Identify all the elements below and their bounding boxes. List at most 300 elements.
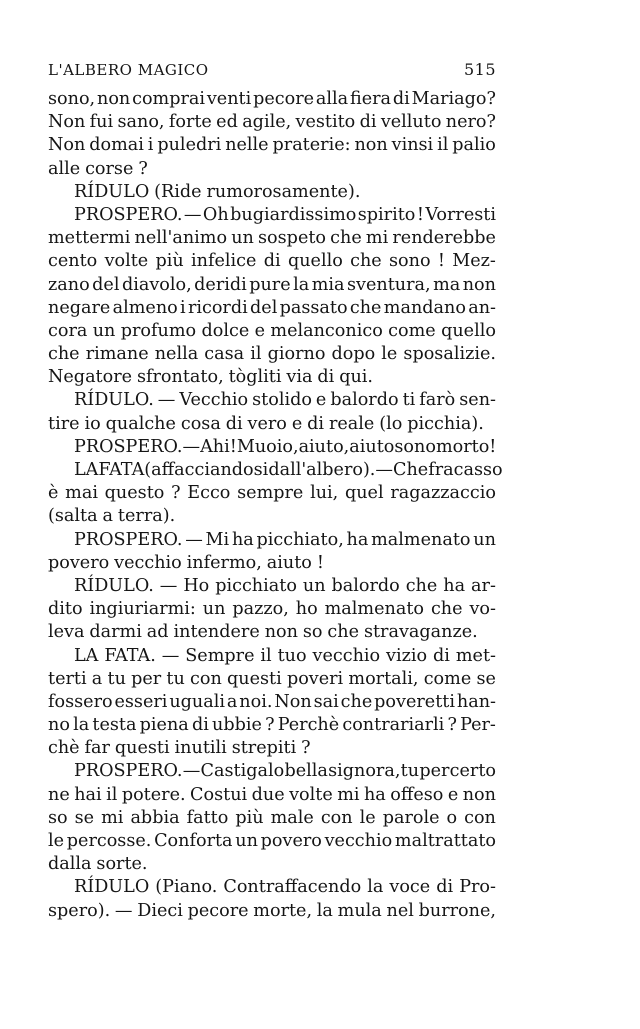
text-line [48,691,496,714]
word: tu [166,668,185,689]
word: come [423,668,472,689]
word: zano [48,274,90,295]
word: quello [287,251,343,272]
word: nell'animo [134,228,228,249]
word: Pro- [459,877,496,898]
word: terra). [117,506,176,527]
word: e [447,784,459,805]
word: ? [301,738,311,759]
word: le [359,807,376,828]
word: RÍDULO. [74,575,154,596]
word: corse [85,158,134,179]
word: RÍDULO [74,181,150,202]
word: pecore [187,900,249,921]
word: Ecco [187,483,231,504]
word: fossero [48,691,113,712]
word: Vorresti [425,204,496,225]
word: Conforta [154,831,233,851]
word: qui. [339,367,374,388]
word: per [131,668,162,689]
word: maltrattato [394,831,496,851]
word: infermo, [186,552,262,573]
word: melanconico [270,320,383,341]
text-line [48,459,503,482]
word: uguali [169,691,225,712]
word: RÍDULO [74,877,150,898]
word: ? [447,715,457,736]
word: PROSPERO. [74,529,183,550]
word: con [320,807,353,828]
word: intendere [173,622,260,643]
word: ubbie [212,715,262,736]
word: tu [400,761,420,782]
text-line [48,366,496,389]
word: cora [48,320,88,341]
text-line [48,900,496,923]
word: a [226,691,238,712]
word: non [264,622,298,643]
word: inutili [174,738,227,759]
word: parole [382,807,440,828]
word: Mez- [452,251,496,272]
page-header [48,60,496,79]
word: del [250,297,278,318]
word: io [84,413,101,434]
word: sono [394,436,436,457]
word: dalla [48,854,92,875]
word: fiera [349,89,392,109]
word: qualche [105,413,176,434]
word: Non [48,112,86,133]
word: rumorosamente). [206,181,361,202]
word: (lo [379,413,403,434]
word: le [381,344,398,365]
word: esseri [114,691,168,712]
word: Per- [460,715,496,736]
word: domai [89,135,144,156]
word: Negatore [48,367,133,388]
word: come [388,320,436,341]
word: sai [313,691,339,712]
word: offeso [390,784,444,805]
text-line [48,529,496,552]
word: la [367,877,384,898]
word: ? [171,483,181,504]
word: LA [74,460,99,480]
word: mandano [383,297,466,318]
text-line [48,575,496,598]
word: Mi [205,529,230,550]
word: di [433,645,450,666]
word: pazzo, [232,599,289,620]
word: dolce [201,320,250,341]
word: quel [344,483,384,504]
word: Vecchio [179,390,249,411]
word: cosa [180,413,221,434]
word: — [182,761,201,782]
word: questi [114,738,170,759]
word: non [462,274,496,295]
text-line [48,737,496,760]
word: vestito [295,112,356,133]
word: non [462,784,496,805]
page-number: 515 [463,60,496,79]
word: ne [48,784,70,805]
word: ragazzaccio [390,483,496,504]
word: rimane [85,344,149,365]
word: quello [441,320,496,341]
word: aiuto [266,552,312,573]
word: nella [154,344,199,365]
text-line [48,227,496,250]
word: due [251,784,285,805]
word: povero [260,831,322,851]
word: vecchio [324,831,393,851]
word: pecore [253,89,315,109]
word: —Che [375,460,429,480]
word: lui, [310,483,339,504]
word: morto! [435,436,497,457]
word: mi [101,807,124,828]
word: sempre [237,483,304,504]
text-line [48,158,496,181]
word: Non [274,691,312,712]
word: Dieci [137,900,183,921]
word: terti [48,668,87,689]
word: ha [346,529,369,550]
word: mai [65,483,98,504]
word: ha [231,529,254,550]
word: di [317,367,335,388]
word: puledri [157,135,222,156]
word: palio [452,135,496,156]
word: bugiardissimo [230,204,357,225]
word: sventura, [346,274,431,295]
word: Costui [190,784,248,805]
word: mia [311,274,345,295]
word: picchia). [407,413,484,434]
word: stravaganze. [363,622,478,643]
word: spirito [357,204,416,225]
word: ricordi [187,297,248,318]
word: strepiti [231,738,297,759]
word: più [235,807,264,828]
text-line [48,482,496,505]
word: sospeto [258,228,327,249]
word: picchiato [215,575,297,596]
running-title: L'ALBERO MAGICO [48,61,209,79]
word: PROSPERO. [74,761,183,782]
word: Castigalo [200,761,285,782]
word: ar- [471,575,496,596]
word: mettermi [48,228,131,249]
word: farò [419,390,456,411]
word: ? [138,158,148,179]
word: picchiato, [256,529,344,550]
word: ! [437,251,445,272]
word: mortali, [348,668,419,689]
word: FATA [98,460,145,480]
word: no [48,715,70,736]
word: ingiuriarmi: [89,599,196,620]
word: — [159,575,178,596]
word: ? [265,715,275,736]
word: poveretti [374,691,455,712]
word: vecchio [114,552,182,573]
word: han- [456,691,496,712]
word: diavolo, [121,274,192,295]
text-line [48,853,496,876]
word: un [202,599,226,620]
word: Mariago? [411,89,496,109]
word: il [260,645,272,666]
word: (Piano. [155,877,218,898]
word: fui [89,112,114,133]
word: questo [104,483,165,504]
word: aiuto, [298,436,350,457]
word: PROSPERO. [74,204,183,225]
text-line [48,134,496,157]
word: Sempre [185,645,255,666]
text-line [48,830,496,853]
word: — [185,529,203,550]
word: e [315,390,327,411]
word: percosse. [66,831,152,851]
word: se [476,668,496,689]
word: testa [92,715,137,736]
word: deridi [194,274,247,295]
word: cento [48,251,98,272]
word: sorte. [96,854,148,875]
word: certo [449,761,496,782]
word: dall'albero). [268,460,376,480]
word: con [464,807,496,828]
word: mi [337,784,360,805]
word: venti [206,89,252,109]
word: di [307,413,325,434]
word: abbia [130,807,180,828]
word: di [359,112,377,133]
word: sano, [117,112,165,133]
word: reale [328,413,375,434]
word: stolido [252,390,312,411]
word: chè [48,738,80,759]
word: tògliti [228,367,282,388]
word: LA [74,645,99,666]
word: giorno [267,344,326,365]
text-line [48,784,496,807]
word: malmenato [324,599,425,620]
word: profumo [120,320,197,341]
word: Oh [202,204,229,225]
word: la [293,274,310,295]
text-line [48,88,496,111]
word: (salta [48,506,98,527]
word: — [183,204,202,225]
word: agile, [242,112,292,133]
word: a [91,668,103,689]
word: ! [316,552,324,573]
word: nel [386,900,414,921]
word: via [286,367,313,388]
word: a [102,506,113,527]
word: volte [289,784,333,805]
word: di [436,877,454,898]
word: per [419,761,450,782]
word: la [73,715,90,736]
text-line [48,274,496,297]
word: velluto [380,112,442,133]
text-line [48,250,496,273]
word: i [147,135,154,156]
word: che [327,622,360,643]
word: RÍDULO. [74,390,154,411]
word: ho [295,599,318,620]
word: se [74,807,95,828]
word: e [254,320,266,341]
text-line [48,645,496,668]
word: balordo [330,390,399,411]
word: aiuto [349,436,395,457]
word: il [437,135,449,156]
word: che [330,228,362,249]
word: spero). [48,900,111,921]
word: e [291,413,303,434]
word: tu [107,668,126,689]
word: signora, [328,761,401,782]
word: FATA. [104,645,156,666]
text-line [48,320,496,343]
word: praterie: [272,135,351,156]
text-line [48,760,496,783]
word: sfrontato, [136,367,224,388]
word: ti [402,390,416,411]
word: povero [48,552,110,573]
text-line [48,413,496,436]
text-line [48,181,496,204]
word: alle [48,158,81,179]
word: la [316,900,333,921]
word: di [225,413,243,434]
word: poveri [286,668,344,689]
word: morte, [253,900,313,921]
word: — [182,436,201,457]
word: ! [416,204,424,225]
word: sono, [48,89,96,109]
word: infelice [191,251,257,272]
word: Perchè [277,715,340,736]
word: ed [216,112,238,133]
word: le [48,831,65,851]
word: nero? [445,112,496,133]
word: Muoio, [236,436,299,457]
word: — [114,900,133,921]
word: un [473,529,496,550]
word: il [106,784,118,805]
word: so [302,622,323,643]
word: del [92,274,120,295]
word: nelle [225,135,269,156]
word: non [354,135,388,156]
text-line [48,621,496,644]
word: ha [363,784,386,805]
word: volte [104,251,149,272]
word: Contraffacendo [223,877,362,898]
word: un [92,320,116,341]
word: di [392,89,410,109]
word: (affacciandosi [144,460,269,480]
word: più [155,251,184,272]
word: far [84,738,110,759]
word: renderebbe [392,228,496,249]
word: di [191,715,209,736]
word: passato [279,297,348,318]
word: con [190,668,222,689]
word: vizio [386,645,428,666]
word: noi. [239,691,273,712]
word: voce [389,877,431,898]
text-line [48,436,496,459]
text-line [48,876,496,899]
word: che [340,691,373,712]
word: questi [227,668,282,689]
text-line [48,807,496,830]
word: ad [146,622,169,643]
text-line [48,598,496,621]
text-line [48,552,496,575]
word: che [48,344,80,365]
text-line [48,204,496,227]
word: met- [455,645,496,666]
word: che [405,575,438,596]
text-line [48,111,496,134]
word: so [48,807,68,828]
word: hai [74,784,102,805]
word: negare [48,297,111,318]
word: dopo [331,344,376,365]
word: burrone, [418,900,496,921]
word: ha [443,575,466,596]
word: non [96,89,131,109]
word: (Ride [154,181,202,202]
word: — [161,645,180,666]
word: piena [139,715,189,736]
word: di [263,251,281,272]
word: alla [315,89,349,109]
word: che [349,297,382,318]
word: pure [249,274,291,295]
word: male [270,807,314,828]
word: vinsi [391,135,434,156]
word: tuo [277,645,307,666]
word: darmi [89,622,142,643]
word: un [302,575,326,596]
word: contrariarli [342,715,445,736]
word: malmenato [371,529,471,550]
word: comprai [132,89,206,109]
word: dito [48,599,83,620]
text-line [48,505,496,528]
word: ma [433,274,461,295]
word: forte [168,112,212,133]
word: i [180,297,186,318]
word: Ho [183,575,210,596]
word: leva [48,622,85,643]
word: vecchio [312,645,381,666]
word: o [446,807,458,828]
word: è [48,483,59,504]
text-line [48,668,496,691]
